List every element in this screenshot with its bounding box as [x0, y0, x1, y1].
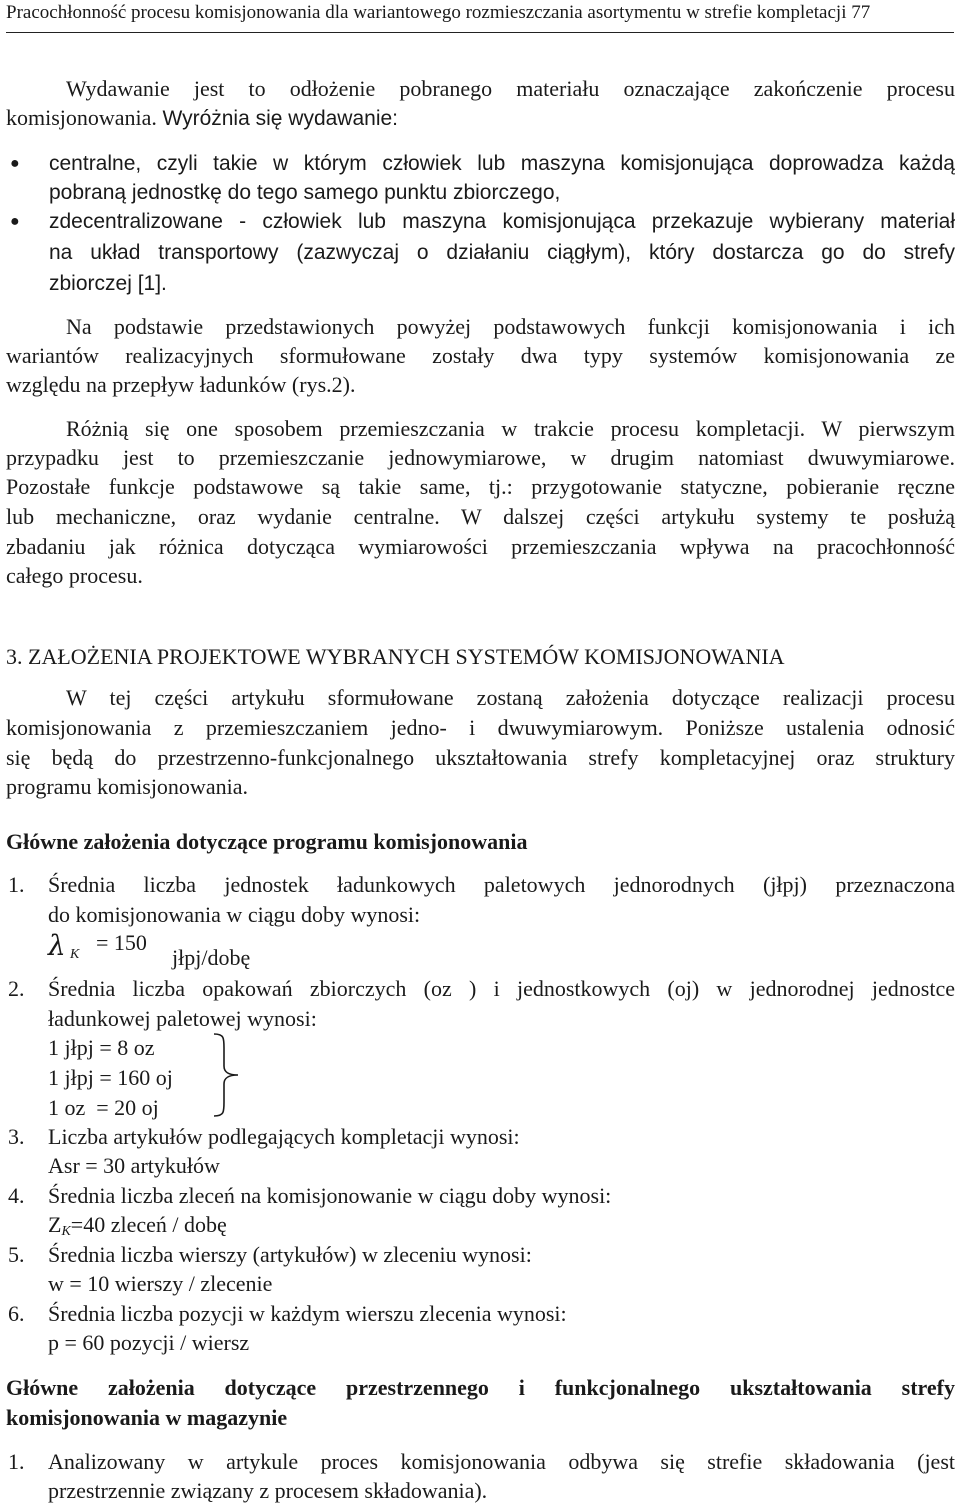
list1-number-2: 2.: [8, 976, 25, 1001]
list1-item-5-line-1: Średnia liczba wierszy (artykułów) w zleceniu wynosi:: [48, 1242, 532, 1267]
para1-line-1: Na podstawie przedstawionych powyżej podstawowych funkcji komisjonowania i ich: [66, 314, 955, 339]
section3-line-4: programu komisjonowania.: [6, 774, 248, 799]
running-header: Pracochłonność procesu komisjonowania dla wariantowego rozmieszczania asortymentu w strefie kompletacji 77: [6, 2, 871, 23]
bullet-2-line-1: zdecentralizowane - człowiek lub maszyna komisjonująca przekazuje wybierany materiał: [49, 210, 955, 233]
list1-item-1-line-2: do komisjonowania w ciągu doby wynosi:: [48, 902, 421, 927]
list1-number-5: 5.: [8, 1242, 25, 1267]
header-rule: [6, 32, 954, 33]
para2-line-1: Różnią się one sposobem przemieszczania w trakcie procesu kompletacji. W pierwszym: [66, 416, 955, 441]
list2-item-1-line-2: przestrzennie związany z procesem składowania).: [48, 1478, 488, 1503]
conversion-1: 1 jłpj = 8 oz: [48, 1035, 155, 1060]
list1-item-2-line-1: Średnia liczba opakowań zbiorczych (oz ) i jednostkowych (oj) w jednorodnej jednostce: [48, 976, 955, 1001]
list1-number-1: 1.: [8, 872, 25, 897]
subheading-spatial-line-2: komisjonowania w magazynie: [6, 1405, 288, 1430]
para2-line-5: zbadaniu jak różnica dotycząca wymiarowości przemieszczania wpływa na pracochłonność: [6, 534, 955, 559]
list1-item-6-line-2: p = 60 pozycji / wiersz: [48, 1330, 250, 1355]
conversion-3: 1 oz = 20 oj: [48, 1095, 159, 1120]
list1-item-5-line-2: w = 10 wierszy / zlecenie: [48, 1271, 273, 1296]
zk-value: =40 zleceń / dobę: [70, 1212, 227, 1237]
formula-lambda-symbol: λ: [48, 929, 66, 962]
intro-line-2a: komisjonowania.: [6, 105, 157, 130]
para2-line-4: lub mechaniczne, oraz wydanie centralne. W dalszej części artykułu systemy te posłużą: [6, 504, 955, 529]
list1-item-3-line-2: Asr = 30 artykułów: [48, 1153, 220, 1178]
intro-line-2: [6, 103, 955, 133]
para1-line-3: względu na przepływ ładunków (rys.2).: [6, 372, 356, 397]
para2-line-2: przypadku jest to przemieszczanie jednowymiarowe, w drugim natomiast dwuwymiarowe.: [6, 445, 955, 470]
list2-number-1: 1.: [8, 1449, 25, 1474]
intro-line-2b: Wyróżnia się wydawanie:: [162, 107, 399, 130]
section3-line-2: komisjonowania z przemieszczaniem jedno- i dwuwymiarowym. Poniższe ustalenia odnosić: [6, 715, 955, 740]
para2-line-3: Pozostałe funkcje podstawowe są takie same, tj.: przygotowanie statyczne, pobieranie ręczne: [6, 474, 955, 499]
list1-item-1-line-1: Średnia liczba jednostek ładunkowych paletowych jednorodnych (jłpj) przeznaczona: [48, 872, 955, 897]
list1-item-2-line-2: ładunkowej paletowej wynosi:: [48, 1006, 317, 1031]
formula-subscript: K: [70, 947, 80, 962]
list1-number-3: 3.: [8, 1124, 25, 1149]
section3-line-3: się będą do przestrzenno-funkcjonalnego ukształtowania strefy kompletacyjnej oraz struktury: [6, 745, 955, 770]
list1-item-4-line-1: Średnia liczba zleceń na komisjonowanie w ciągu doby wynosi:: [48, 1183, 612, 1208]
section3-line-1: W tej części artykułu sformułowane zostaną założenia dotyczące realizacji procesu: [66, 685, 955, 710]
list1-item-3-line-1: Liczba artykułów podlegających kompletacji wynosi:: [48, 1124, 520, 1149]
conversion-2: 1 jłpj = 160 oj: [48, 1065, 173, 1090]
zk-symbol: Z: [48, 1212, 62, 1237]
bullet-dot-1: ●: [10, 155, 20, 172]
zk-subscript: K: [61, 1224, 71, 1239]
subheading-spatial-line-1: Główne założenia dotyczące przestrzennego i funkcjonalnego ukształtowania strefy: [6, 1375, 955, 1400]
list1-number-6: 6.: [8, 1301, 25, 1326]
bullet-1-line-1: centralne, czyli takie w którym człowiek lub maszyna komisjonująca doprowadza każdą: [49, 152, 955, 175]
para1-line-2: wariantów realizacyjnych sformułowane zostały dwa typy systemów komisjonowania ze: [6, 343, 955, 368]
formula-equals: = 150: [96, 930, 147, 955]
list2-item-1-line-1: Analizowany w artykule proces komisjonowania odbywa się strefie składowania (jest: [48, 1449, 955, 1474]
bullet-1-line-2: pobraną jednostkę do tego samego punktu zbiorczego,: [49, 181, 561, 204]
section-3-heading: 3. ZAŁOŻENIA PROJEKTOWE WYBRANYCH SYSTEMÓW KOMISJONOWANIA: [6, 644, 785, 669]
curly-brace: [212, 1032, 248, 1118]
bullet-2-line-3: zbiorczej [1].: [49, 272, 167, 295]
formula-unit: jłpj/dobę: [172, 945, 251, 970]
bullet-2-line-2: na układ transportowy (zazwyczaj o działaniu ciągłym), który dostarcza go do strefy: [49, 241, 955, 264]
para2-line-6: całego procesu.: [6, 563, 143, 588]
list1-number-4: 4.: [8, 1183, 25, 1208]
intro-line-1: Wydawanie jest to odłożenie pobranego materiału oznaczające zakończenie procesu: [66, 76, 955, 101]
bullet-dot-2: ●: [10, 213, 20, 230]
list1-item-6-line-1: Średnia liczba pozycji w każdym wierszu zlecenia wynosi:: [48, 1301, 567, 1326]
subheading-program: Główne założenia dotyczące programu komisjonowania: [6, 829, 528, 854]
